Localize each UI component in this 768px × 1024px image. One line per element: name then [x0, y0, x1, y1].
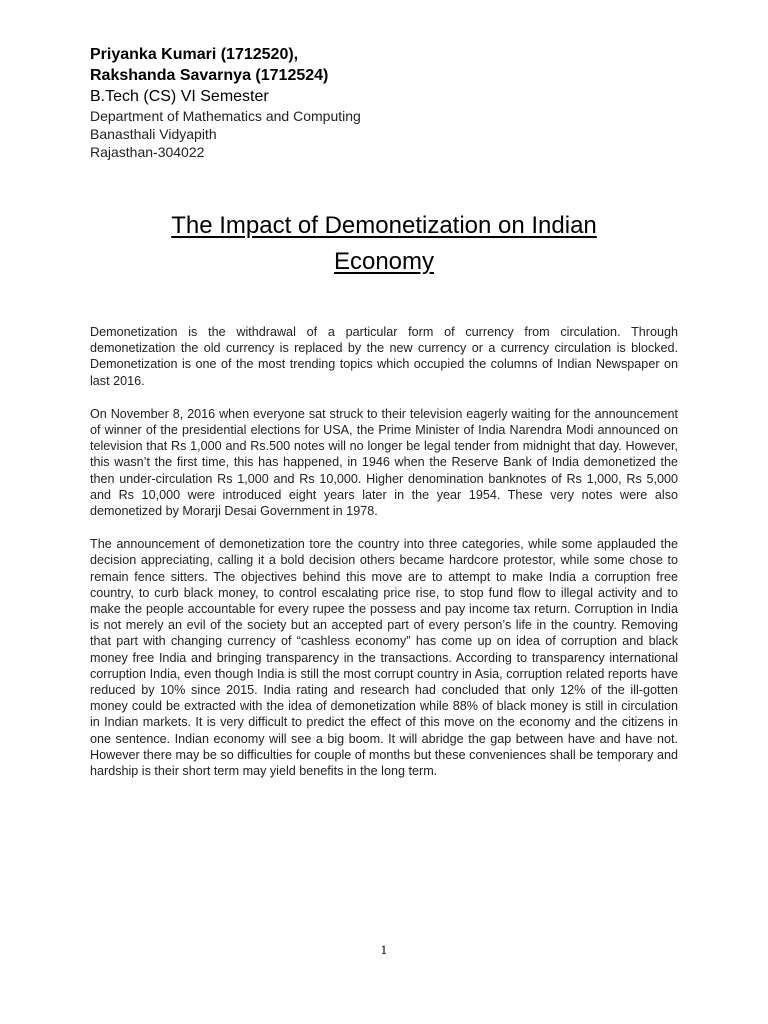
title-line-1: The Impact of Demonetization on Indian — [171, 212, 597, 239]
page-number: 1 — [380, 944, 388, 957]
program-line: B.Tech (CS) VI Semester — [90, 88, 269, 105]
paragraph-history: On November 8, 2016 when everyone sat struck to their television eagerly waiting for the announcement of winner of the presidential elections for USA, the Prime Minister of India Narendra Modi announced on television that Rs 1,000 and Rs.500 notes will no longer be legal tender from midnight that day. However, this wasn’t the first time, this has happened, in 1946 when the Reserve Bank of India demonetized the then under-circulation Rs 1,000 and Rs 10,000. Higher denomination banknotes of Rs 1,000, Rs 5,000 and Rs 10,000 were introduced eight years later in the year 1954. These very notes were also demonetized by Morarji Desai Government in 1978. — [90, 406, 678, 519]
author-name-2: Rakshanda Savarnya (1712524) — [90, 67, 329, 84]
location-line: Rajasthan-304022 — [90, 144, 205, 160]
document-body — [90, 324, 678, 796]
document-title — [90, 208, 678, 280]
institution-line: Banasthali Vidyapith — [90, 126, 217, 142]
paragraph-impact: The announcement of demonetization tore the country into three categories, while some applauded the decision appreciating, calling it a bold decision others became hardcore protestor, while some chose to remain fence sitters. The objectives behind this move are to attempt to make India a corruption free country, to curb black money, to control escalating price rise, to stop fund flow to illegal activity and to make the people accountable for every rupee the possess and pay income tax return. Corruption in India is not merely an evil of the society but an accepted part of every person’s life in the country. Removing that part with changing currency of “cashless economy” has come up on idea of corruption and black money free India and bringing transparency in the transactions. According to transparency international corruption India, even though India is still the most corrupt country in Asia, corruption related reports have reduced by 10% since 2015. India rating and research had concluded that only 12% of the ill-gotten money could be extracted with the idea of demonetization while 88% of black money is still in circulation in Indian markets. It is very difficult to predict the effect of this move on the economy and the citizens in one sentence. Indian economy will see a big boom. It will abridge the gap between have and have not. However there may be so difficulties for couple of months but these conveniences shall be temporary and hardship is their short term may yield benefits in the long term. — [90, 537, 678, 779]
department-line: Department of Mathematics and Computing — [90, 108, 361, 124]
paragraph-definition: Demonetization is the withdrawal of a particular form of currency from circulation. Through demonetization the old currency is replaced by the new currency or a currency circulation is blocked. Demonetization is one of the most trending topics which occupied the columns of Indian Newspaper on last 2016. — [90, 325, 678, 388]
author-header — [90, 44, 690, 161]
author-name-1: Priyanka Kumari (1712520), — [90, 46, 299, 63]
title-line-2: Economy — [333, 248, 435, 275]
